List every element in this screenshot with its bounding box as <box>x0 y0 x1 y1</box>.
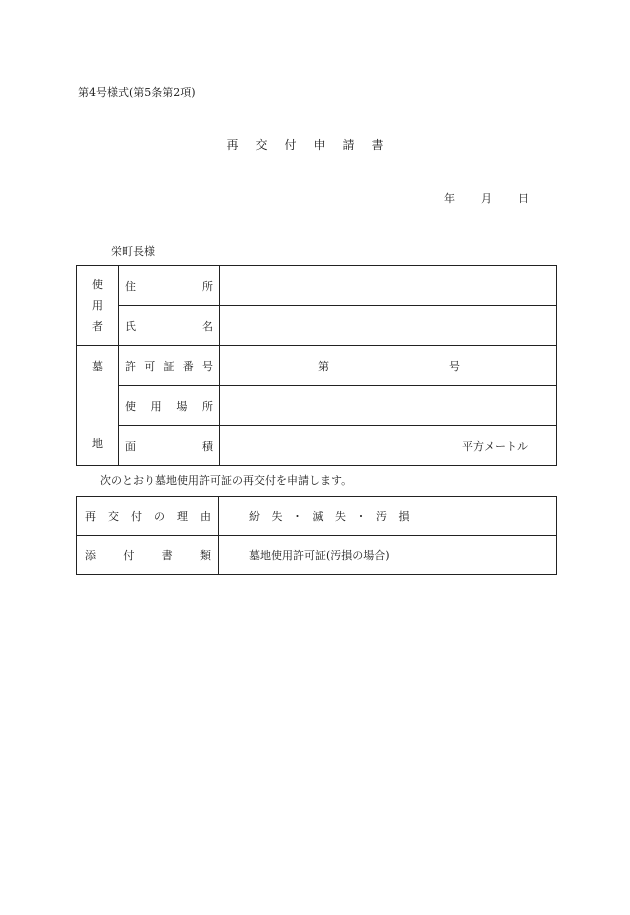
address-label: 住 所 <box>119 266 220 306</box>
addressee: 栄町長様 <box>111 245 155 258</box>
location-label: 使 用 場 所 <box>119 386 220 426</box>
title-char: 付 <box>284 138 297 152</box>
grave-category-top: 墓 <box>92 360 103 373</box>
title-char: 書 <box>371 138 384 152</box>
title-char: 交 <box>255 138 268 152</box>
date-day: 日 <box>518 192 529 205</box>
location-field[interactable] <box>220 386 557 426</box>
title-char: 申 <box>313 138 326 152</box>
area-unit: 平方メートル <box>462 440 528 453</box>
name-label: 氏 名 <box>119 306 220 346</box>
attachments-label: 添 付 書 類 <box>77 536 219 575</box>
address-field[interactable] <box>220 266 557 306</box>
reason-field[interactable] <box>219 497 557 536</box>
name-field[interactable] <box>220 306 557 346</box>
form-number: 第4号様式(第5条第2項) <box>78 86 196 99</box>
reason-separator: ・ <box>355 510 367 523</box>
attachments-field: 墓地使用許可証(汚損の場合) <box>219 536 557 575</box>
date-year: 年 <box>444 192 455 205</box>
permit-dai: 第 <box>318 360 329 373</box>
reason-option-soiled[interactable]: 汚 損 <box>376 510 410 523</box>
title-char: 請 <box>342 138 355 152</box>
reason-option-lost[interactable]: 紛 失 <box>249 510 283 523</box>
permit-number-field[interactable] <box>220 346 557 386</box>
applicant-table <box>76 265 557 466</box>
reason-label: 再 交 付 の 理 由 <box>77 497 219 536</box>
date-month: 月 <box>481 192 492 205</box>
reason-table <box>76 496 557 575</box>
title-char: 再 <box>226 138 239 152</box>
area-label: 面 積 <box>119 426 220 466</box>
area-field[interactable] <box>220 426 557 466</box>
document-title <box>218 136 392 153</box>
reason-separator: ・ <box>292 510 303 523</box>
user-category-label: 使 用 者 <box>92 278 103 333</box>
grave-category-cell <box>77 346 119 466</box>
grave-category-bottom: 地 <box>92 437 103 450</box>
date-line <box>444 190 529 206</box>
user-category-cell <box>77 266 119 346</box>
permit-number-label: 許 可 証 番 号 <box>119 346 220 386</box>
reason-option-destroyed[interactable]: 滅 失 <box>312 510 346 523</box>
permit-go: 号 <box>449 360 460 373</box>
application-statement: 次のとおり墓地使用許可証の再交付を申請します。 <box>100 474 353 487</box>
